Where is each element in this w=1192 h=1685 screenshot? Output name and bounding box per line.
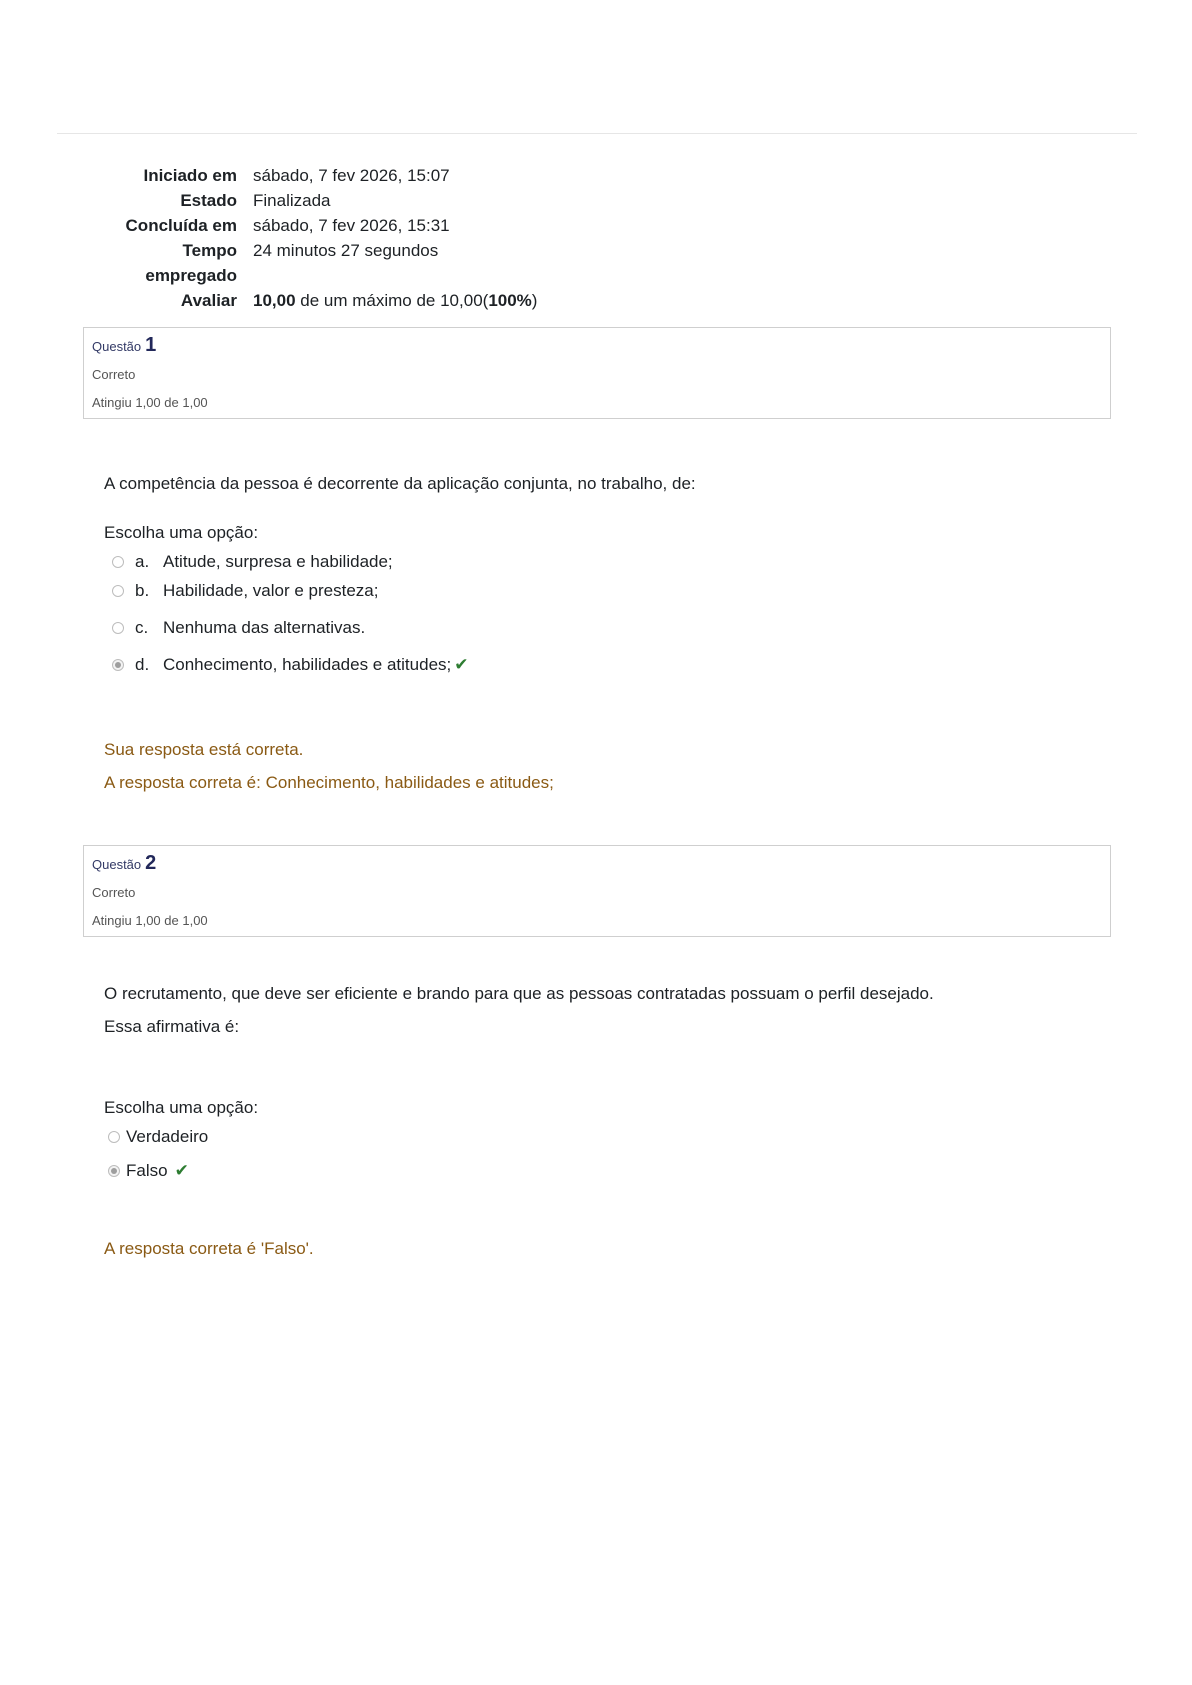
grade-close: ) [531, 291, 538, 310]
answer-option-true[interactable] [108, 1127, 208, 1147]
option-label: Falso [126, 1161, 168, 1180]
feedback-correct: Sua resposta está correta. [104, 740, 304, 759]
question-info-1 [83, 327, 1111, 419]
summary-label: Iniciado em [143, 166, 237, 185]
grade-middle: de um máximo de 10,00( [295, 291, 489, 310]
question-number [92, 334, 156, 357]
grade-score: 10,00 [253, 291, 296, 310]
summary-row-grade [100, 288, 537, 313]
feedback-right-answer: A resposta correta é 'Falso'. [104, 1239, 314, 1258]
attempt-summary [100, 163, 537, 313]
answer-option-b[interactable] [112, 581, 378, 601]
question-info-2 [83, 845, 1111, 937]
question-state: Correto [92, 885, 136, 900]
question-text: O recrutamento, que deve ser eficiente e brando para que as pessoas contratadas possuam o perfil desejado. [104, 984, 934, 1003]
question-text-line-2: Essa afirmativa é: [104, 1017, 240, 1036]
summary-label: Concluída em [125, 216, 237, 235]
option-label: Habilidade, valor e presteza; [163, 581, 379, 600]
option-letter: a. [135, 552, 150, 571]
question-number-value: 1 [145, 334, 157, 356]
radio-button[interactable] [112, 622, 124, 634]
radio-button[interactable] [112, 556, 124, 568]
radio-button[interactable] [112, 585, 124, 597]
question-text: A competência da pessoa é decorrente da aplicação conjunta, no trabalho, de: [104, 474, 696, 493]
check-icon: ✔ [454, 655, 469, 674]
summary-row-started [100, 163, 537, 188]
answer-option-a[interactable] [112, 552, 393, 572]
summary-row-state [100, 188, 537, 213]
option-label: Conhecimento, habilidades e atitudes; [163, 655, 452, 674]
option-letter: c. [135, 618, 149, 637]
summary-row-time [100, 238, 537, 288]
summary-label [100, 238, 253, 288]
question-number [92, 852, 156, 875]
summary-label-line: Tempo [182, 241, 237, 260]
summary-value [253, 288, 537, 313]
radio-button-selected[interactable] [112, 659, 124, 671]
answer-option-false[interactable] [108, 1161, 189, 1181]
summary-label: Avaliar [180, 291, 237, 310]
feedback-right-answer: A resposta correta é: Conhecimento, habilidades e atitudes; [104, 773, 554, 792]
option-letter: b. [135, 581, 150, 600]
choose-prompt: Escolha uma opção: [104, 523, 259, 542]
summary-value: 24 minutos 27 segundos [253, 241, 439, 260]
summary-value: sábado, 7 fev 2026, 15:31 [253, 216, 450, 235]
option-label: Verdadeiro [126, 1127, 209, 1146]
question-prefix: Questão [92, 339, 142, 354]
summary-label: Estado [180, 191, 237, 210]
check-icon: ✔ [174, 1161, 189, 1180]
summary-value: sábado, 7 fev 2026, 15:07 [253, 166, 450, 185]
question-grade: Atingiu 1,00 de 1,00 [92, 395, 208, 410]
radio-button-selected[interactable] [108, 1165, 120, 1177]
radio-button[interactable] [108, 1131, 120, 1143]
summary-label-line: empregado [145, 266, 237, 285]
answer-option-d[interactable] [112, 655, 469, 675]
choose-prompt: Escolha uma opção: [104, 1098, 259, 1117]
question-state: Correto [92, 367, 136, 382]
answer-option-c[interactable] [112, 618, 365, 638]
option-label: Nenhuma das alternativas. [163, 618, 366, 637]
question-grade: Atingiu 1,00 de 1,00 [92, 913, 208, 928]
grade-percent: 100% [488, 291, 532, 310]
top-divider [57, 133, 1137, 134]
summary-value: Finalizada [253, 191, 331, 210]
option-label: Atitude, surpresa e habilidade; [163, 552, 393, 571]
summary-row-completed [100, 213, 537, 238]
option-letter: d. [135, 655, 150, 674]
question-number-value: 2 [145, 852, 157, 874]
question-prefix: Questão [92, 857, 142, 872]
